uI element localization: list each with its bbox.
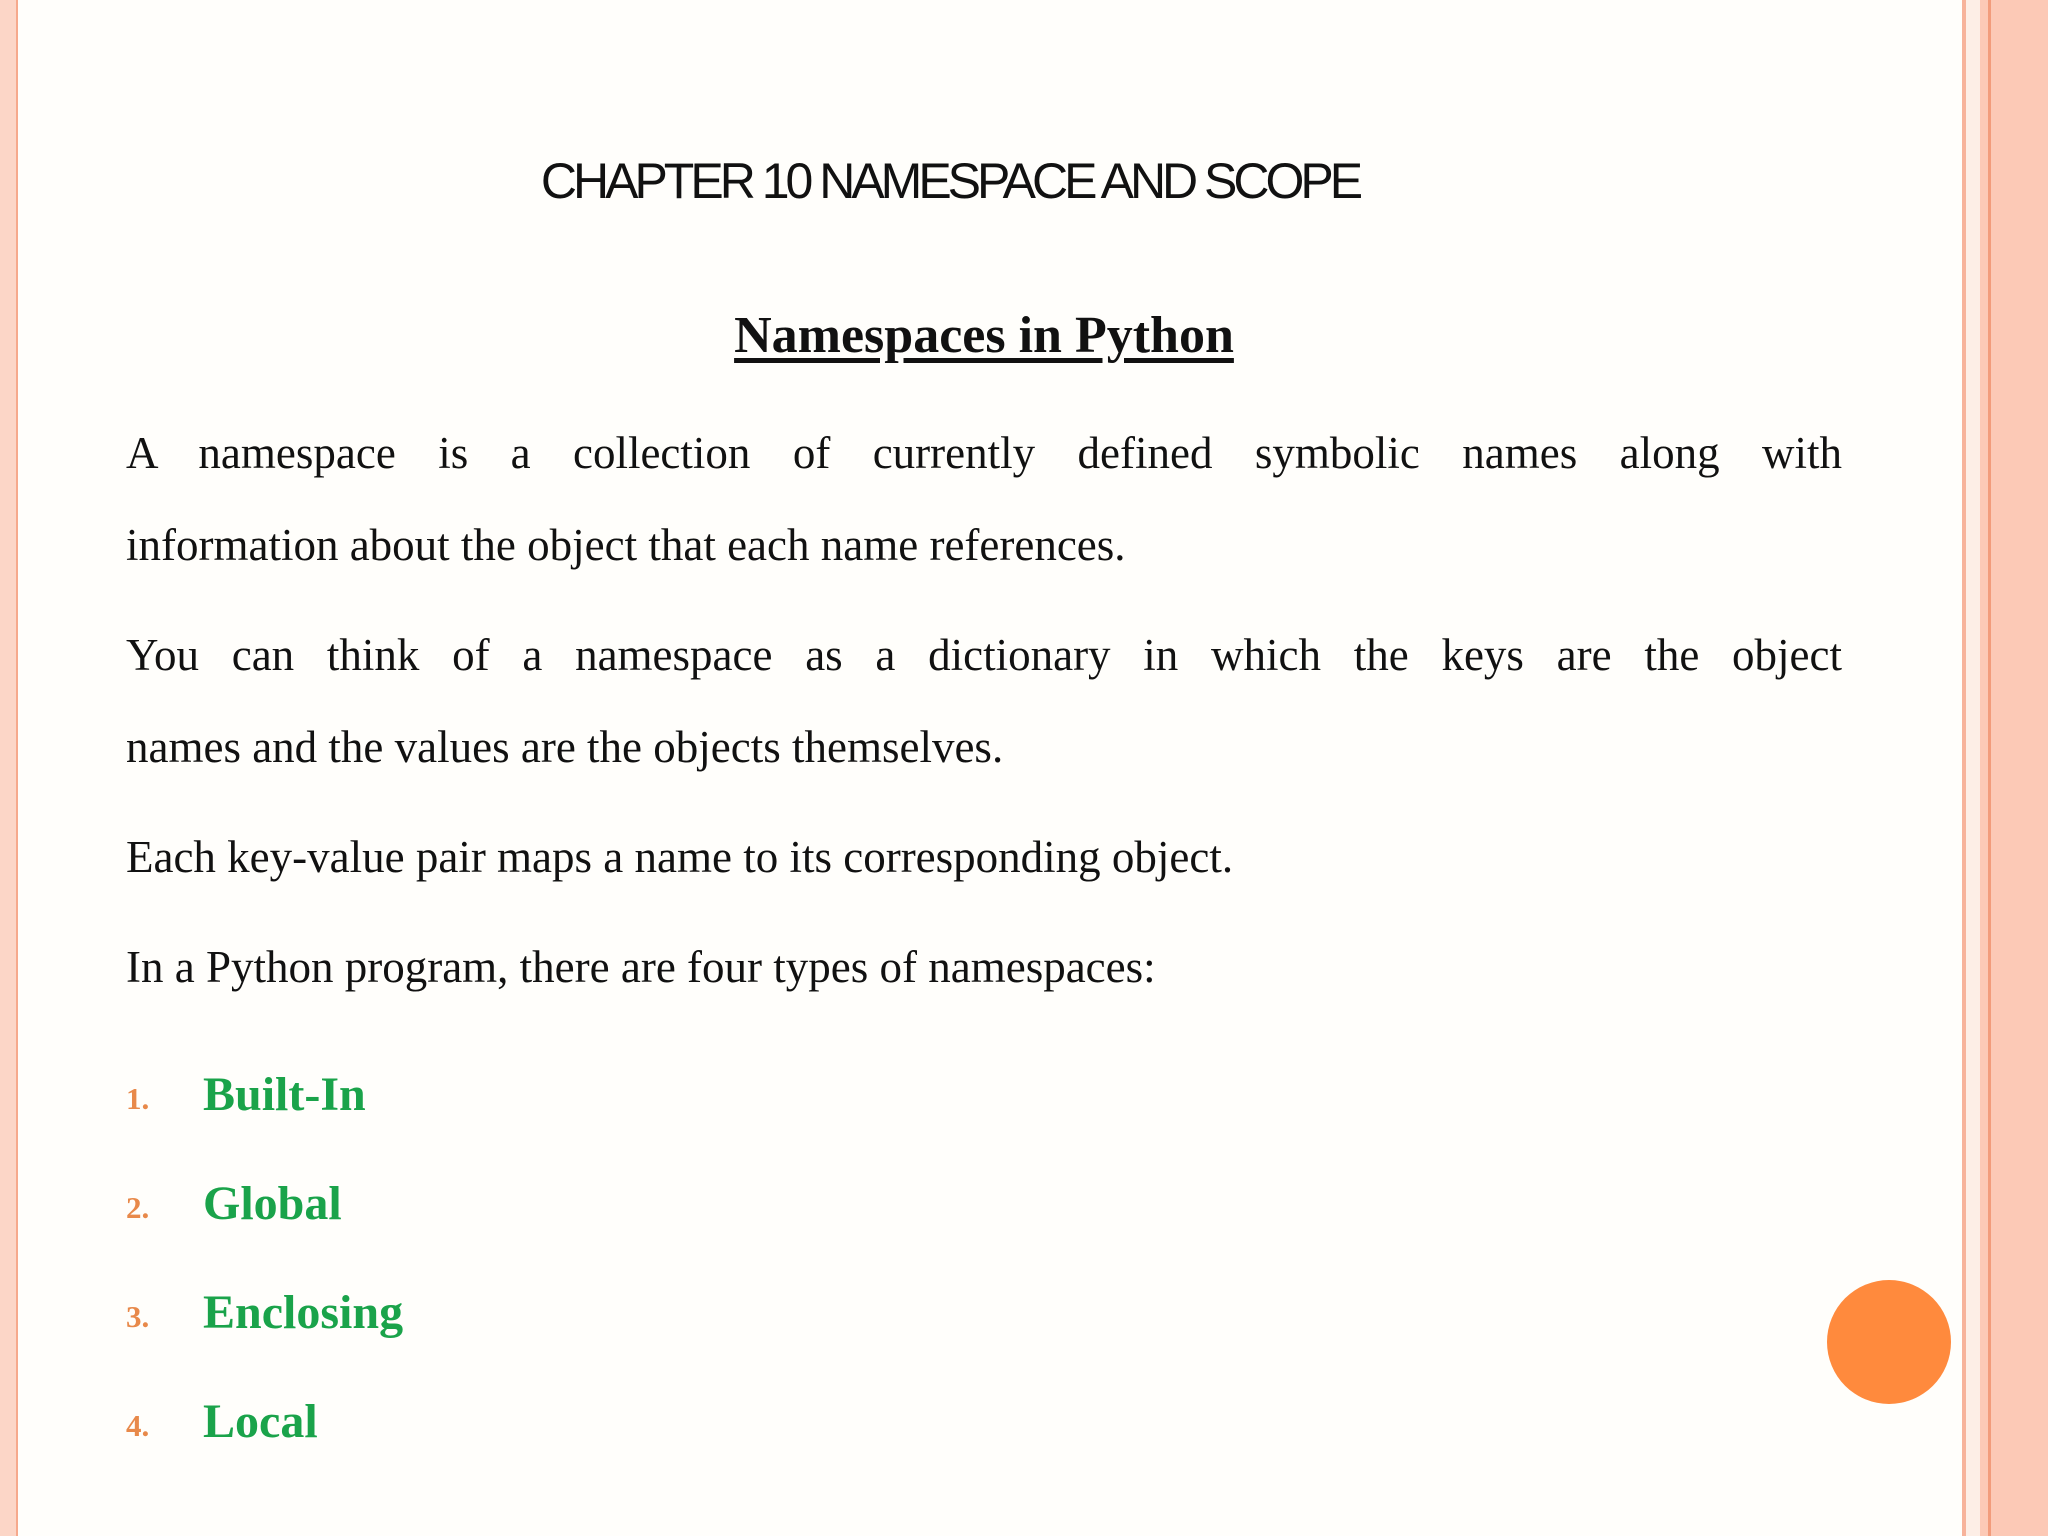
paragraph-2-line-1: You can think of a namespace as a dictionary in which the keys are the object — [126, 630, 1842, 680]
list-item — [126, 1040, 403, 1149]
slide-subtitle: Namespaces in Python — [734, 307, 1234, 364]
list-label-global: Global — [203, 1177, 342, 1230]
namespace-types-list — [126, 1040, 403, 1476]
paragraph-1-line-1: A namespace is a collection of currently defined symbolic names along with — [126, 428, 1842, 478]
left-frame-line — [16, 0, 18, 1536]
list-item — [126, 1367, 403, 1476]
list-label-local: Local — [203, 1395, 318, 1448]
chapter-title: CHAPTER 10 NAMESPACE AND SCOPE — [540, 153, 1360, 209]
paragraph-4: In a Python program, there are four types of namespaces: — [126, 942, 1156, 992]
list-item — [126, 1149, 403, 1258]
decorative-circle — [1827, 1280, 1951, 1404]
list-number: 1. — [126, 1080, 150, 1116]
list-number: 4. — [126, 1407, 150, 1443]
left-frame-bar — [0, 0, 16, 1536]
list-number: 3. — [126, 1298, 150, 1334]
list-number: 2. — [126, 1189, 150, 1225]
right-frame-inner-line — [1988, 0, 1991, 1536]
list-label-built-in: Built-In — [203, 1068, 366, 1121]
right-frame-gap — [1966, 0, 1980, 1536]
paragraph-2-line-2: names and the values are the objects themselves. — [126, 722, 1004, 772]
paragraph-3: Each key-value pair maps a name to its corresponding object. — [126, 832, 1234, 882]
list-label-enclosing: Enclosing — [203, 1286, 404, 1339]
list-item — [126, 1258, 403, 1367]
paragraph-1-line-2: information about the object that each name references. — [126, 520, 1126, 570]
